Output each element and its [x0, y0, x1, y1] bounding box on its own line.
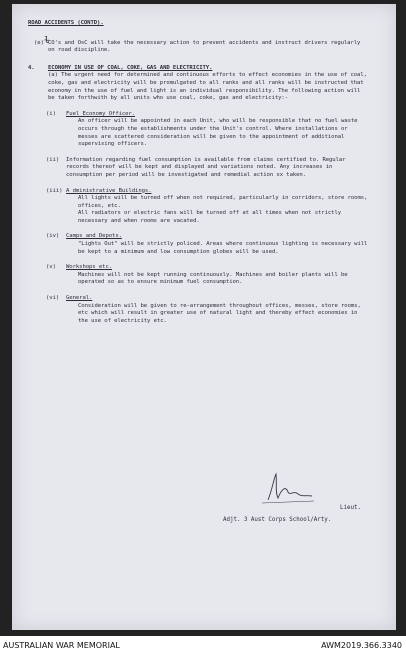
economy-item	[46, 233, 370, 256]
economy-item-paragraph: "Lights Out" will be strictly policed. Areas where continuous lighting is necessary will be kept to a minimum and low consumption globes will be used.	[78, 241, 368, 255]
economy-item-paragraph: Information regarding fuel consumption is available from claims certified to. Regular records thereof will be kept and displayed and variations noted. Any increases in consumption per period will be investigated and remedial action xx taken.	[66, 156, 346, 178]
economy-item-title: A dministrative Buildings.	[66, 187, 152, 194]
economy-item-title: Camps and Depots.	[66, 233, 122, 240]
item-e-text: CO's and OsC will take the necessary action to prevent accidents and instruct drivers regularly on road discipline.	[48, 39, 361, 54]
economy-item-label: (i)	[46, 110, 56, 117]
section-intro: (a) The urgent need for determined and continuous efforts to effect economies in the use of coal, coke, gas and electricity will be promulgated to all ranks and all ranks will be instructed that economy in the use of fuel and light is an individual responsibility. The following action will be taken forthwith by all units who use coal, coke, gas and electricity:-	[48, 72, 367, 102]
section-number: 4.	[28, 64, 35, 71]
economy-item	[46, 264, 370, 287]
section-title: ECONOMY IN USE OF COAL, COKE, GAS AND ELECTRICITY.	[48, 64, 213, 71]
economy-item-paragraph: Consideration will be given to re-arrangement throughout offices, messes, store rooms, etc which will result in greater use of natural light and thereby effect economies in the use of electricity etc.	[78, 302, 361, 324]
economy-item	[46, 110, 370, 149]
economy-item	[46, 156, 370, 180]
economy-item-label: (ii)	[46, 156, 60, 163]
archive-footer	[0, 640, 406, 653]
economy-item-title: Workshops etc.	[66, 264, 113, 271]
economy-item-label: (iii)	[46, 187, 63, 194]
economy-item-label: (v)	[46, 264, 56, 271]
footer-accession-number: AWM2019.366.3340	[321, 641, 402, 650]
economy-item	[46, 295, 370, 325]
economy-item-paragraph: All lights will be turned off when not required, particularly in corridors, store rooms, offices, etc.	[78, 195, 368, 209]
heading-road-accidents: ROAD ACCIDENTS (CONTD).	[28, 20, 104, 26]
economy-items	[28, 111, 370, 326]
handwritten-signature	[258, 470, 318, 506]
handwritten-tick-mark: ɫ	[44, 36, 50, 46]
footer-institution: AUSTRALIAN WAR MEMORIAL	[3, 641, 120, 650]
item-e	[34, 39, 370, 55]
economy-item-title: Fuel Economy Officer.	[66, 110, 136, 117]
economy-item-paragraph: An officer will be appointed in each Unit, who will be responsible that no fuel waste occurs through the establishments under the Unit's control. Where installations or messes are scattered consideration will be given to the appointment of additional supervising officers.	[78, 118, 358, 148]
economy-item-title: General.	[66, 295, 93, 302]
document-body	[28, 20, 370, 325]
economy-item-label: (vi)	[46, 295, 60, 302]
economy-item-label: (iv)	[46, 233, 60, 240]
signature-title: Adjt. 3 Aust Corps School/Arty.	[223, 517, 332, 523]
economy-item-paragraph: All radiators or electric fans will be turned off at all times when not strictly necessary and when rooms are vacated.	[78, 210, 342, 224]
signature-rank: Lieut.	[340, 505, 361, 511]
economy-item-paragraph: Machines will not be kept running continuously. Machines and boiler plants will be operated so as to ensure minimum fuel consumption.	[78, 271, 348, 286]
economy-item	[46, 187, 370, 226]
section-4-heading	[28, 64, 370, 73]
item-e-label: (e)	[34, 39, 44, 46]
